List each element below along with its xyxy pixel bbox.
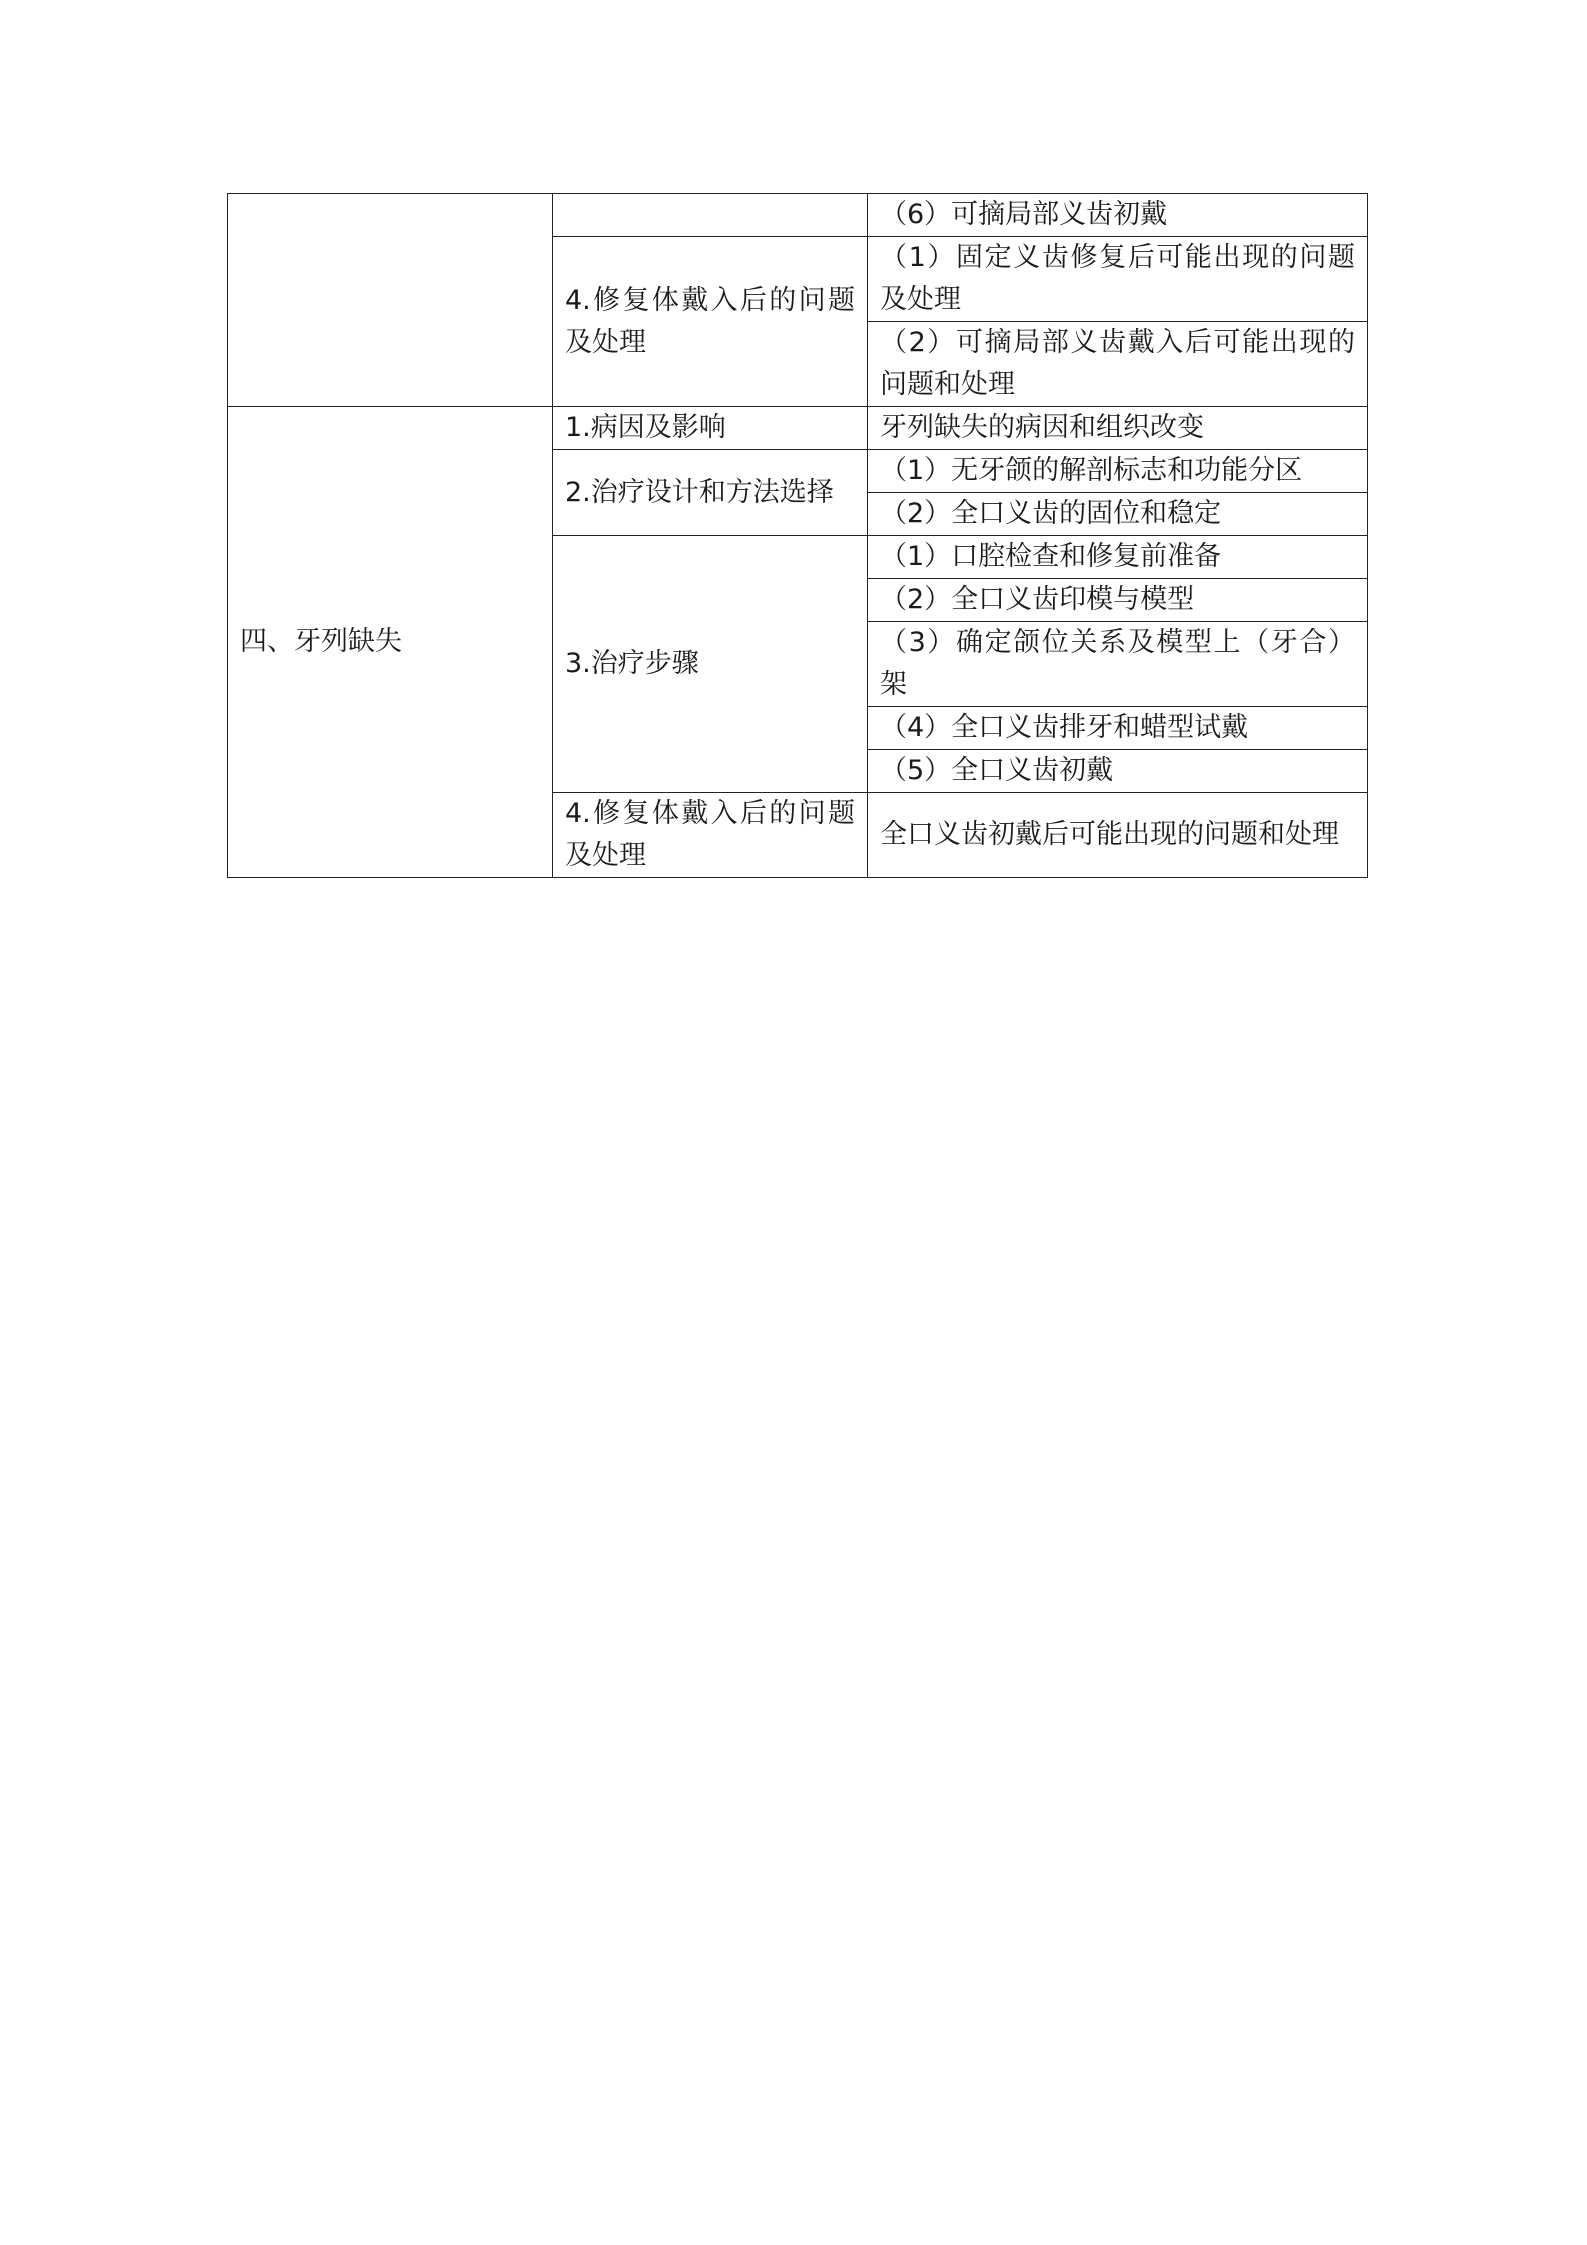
content-item: （2）可摘局部义齿戴入后可能出现的问题和处理 bbox=[868, 322, 1368, 407]
subsection-cell-empty bbox=[553, 194, 868, 237]
subsection-label: 3.治疗步骤 bbox=[553, 536, 868, 793]
content-item: （4）全口义齿排牙和蜡型试戴 bbox=[868, 707, 1368, 750]
content-item: （1）固定义齿修复后可能出现的问题及处理 bbox=[868, 237, 1368, 322]
content-item: （2）全口义齿印模与模型 bbox=[868, 579, 1368, 622]
section-title: 四、牙列缺失 bbox=[228, 407, 553, 878]
table-row bbox=[228, 194, 1368, 237]
subsection-label: 4.修复体戴入后的问题及处理 bbox=[553, 237, 868, 407]
exam-outline-table bbox=[227, 193, 1368, 878]
subsection-label: 1.病因及影响 bbox=[553, 407, 868, 450]
subsection-label: 4.修复体戴入后的问题及处理 bbox=[553, 793, 868, 878]
content-item: （5）全口义齿初戴 bbox=[868, 750, 1368, 793]
table-row bbox=[228, 407, 1368, 450]
content-item: （1）无牙颌的解剖标志和功能分区 bbox=[868, 450, 1368, 493]
content-item: （3）确定颌位关系及模型上（牙合）架 bbox=[868, 622, 1368, 707]
content-item: （6）可摘局部义齿初戴 bbox=[868, 194, 1368, 237]
content-item: 牙列缺失的病因和组织改变 bbox=[868, 407, 1368, 450]
content-item: （1）口腔检查和修复前准备 bbox=[868, 536, 1368, 579]
content-item: 全口义齿初戴后可能出现的问题和处理 bbox=[868, 793, 1368, 878]
content-item: （2）全口义齿的固位和稳定 bbox=[868, 493, 1368, 536]
section-title-cell-empty bbox=[228, 194, 553, 407]
subsection-label: 2.治疗设计和方法选择 bbox=[553, 450, 868, 536]
